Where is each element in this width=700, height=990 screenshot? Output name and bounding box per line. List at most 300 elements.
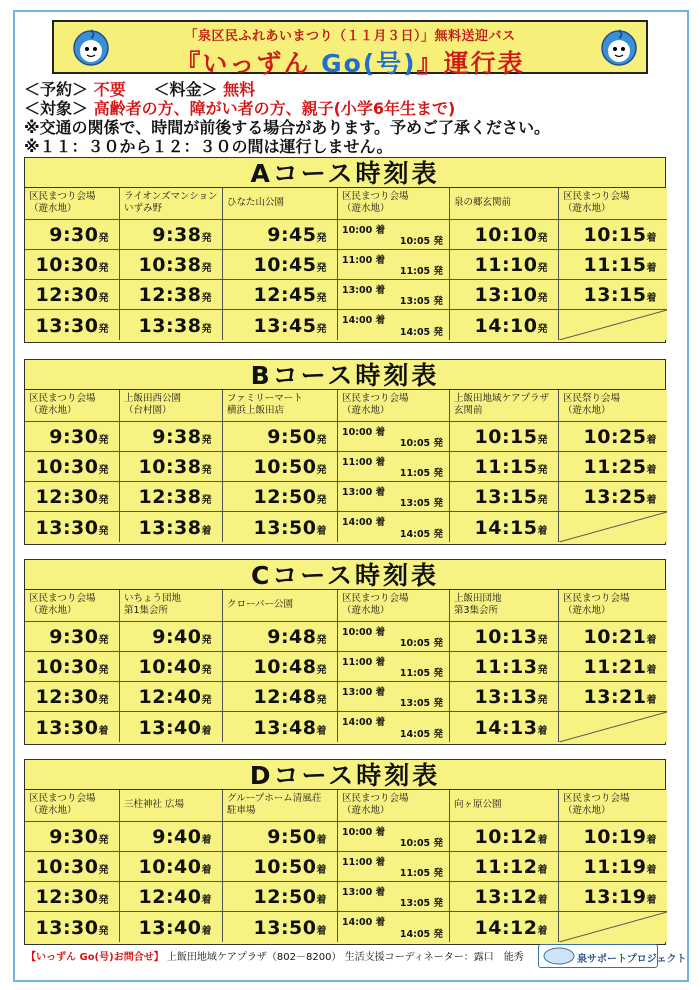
time-text: 11:25 (583, 456, 647, 478)
time-text: 13:30 (35, 517, 99, 539)
course-table (24, 359, 666, 545)
time-suffix: 発 (98, 495, 109, 506)
title-banner (52, 20, 648, 78)
depart-mark: 発 (433, 729, 443, 740)
target-value: 高齢者の方、障がい者の方、親子(小学6年生まで) (93, 99, 456, 118)
stop-sub: 横浜上飯田店 (227, 405, 285, 416)
time-value (267, 626, 327, 648)
transfer-cell (338, 220, 450, 250)
time-value (254, 486, 327, 508)
time-cell (223, 822, 338, 852)
time-value (36, 656, 109, 678)
arrive-time (342, 222, 385, 236)
arrive-time (342, 914, 385, 928)
stop-header (559, 590, 667, 622)
depart-value: 10:05 (399, 838, 431, 849)
time-text: 10:30 (35, 856, 99, 878)
stop-sub: （遊水地） (29, 605, 77, 616)
time-text: 13:12 (474, 886, 538, 908)
time-value (584, 656, 657, 678)
transfer-cell (338, 882, 450, 912)
arrive-mark: 着 (375, 225, 386, 236)
time-cell (450, 652, 559, 682)
time-text: 12:45 (253, 284, 317, 306)
time-cell (25, 712, 120, 742)
time-suffix: 発 (537, 695, 548, 706)
target-label: ＜対象＞ (24, 99, 89, 118)
time-cell (450, 822, 559, 852)
transfer-cell (338, 310, 450, 340)
time-text: 10:48 (253, 656, 317, 678)
time-text: 10:19 (583, 826, 647, 848)
time-suffix: 発 (316, 263, 327, 274)
time-cell (25, 682, 120, 712)
time-text: 9:38 (152, 426, 202, 448)
time-text: 13:50 (253, 917, 317, 939)
time-cell (25, 452, 120, 482)
arrive-time (342, 484, 385, 498)
time-text: 13:30 (35, 917, 99, 939)
time-cell (223, 250, 338, 280)
time-suffix: 着 (537, 835, 548, 846)
time-cell (450, 220, 559, 250)
stop-header (25, 590, 120, 622)
time-cell (120, 512, 223, 542)
time-text: 9:30 (49, 426, 99, 448)
time-cell (223, 652, 338, 682)
title-go: Go(号) (321, 49, 417, 78)
depart-time (400, 465, 443, 479)
transfer-cell (338, 250, 450, 280)
time-cell (559, 682, 667, 712)
arrive-mark: 着 (375, 887, 386, 898)
time-value (475, 856, 548, 878)
time-suffix: 発 (201, 324, 212, 335)
stop-header (450, 390, 559, 422)
time-text: 13:40 (138, 917, 202, 939)
time-text: 13:15 (474, 486, 538, 508)
depart-time (400, 435, 443, 449)
stop-name: 区民まつり会場 (342, 191, 409, 202)
time-suffix: 発 (537, 324, 548, 335)
arrive-mark: 着 (375, 627, 386, 638)
time-text: 13:10 (474, 284, 538, 306)
time-cell (120, 452, 223, 482)
stop-header (25, 790, 120, 822)
time-cell (223, 512, 338, 542)
arrive-value: 11:00 (342, 657, 373, 668)
time-cell (120, 422, 223, 452)
depart-mark: 発 (433, 438, 443, 449)
time-text: 13:25 (583, 486, 647, 508)
arrive-mark: 着 (375, 427, 386, 438)
time-value (36, 284, 109, 306)
arrive-mark: 着 (375, 315, 386, 326)
time-suffix: 着 (646, 233, 657, 244)
time-text: 10:10 (474, 224, 538, 246)
time-cell (120, 622, 223, 652)
time-suffix: 着 (646, 895, 657, 906)
course-title: Dコース時刻表 (25, 760, 665, 790)
time-cell (120, 310, 223, 340)
transfer-cell (338, 280, 450, 310)
stop-name: 区民まつり会場 (29, 191, 96, 202)
time-cell (559, 220, 667, 250)
time-text: 9:30 (49, 826, 99, 848)
time-cell (450, 250, 559, 280)
time-text: 10:30 (35, 254, 99, 276)
time-suffix: 着 (646, 465, 657, 476)
arrive-time (342, 624, 385, 638)
time-cell (450, 422, 559, 452)
stop-name: 泉の郷玄関前 (454, 197, 512, 208)
target-line (24, 99, 455, 118)
note-traffic: ※交通の関係で、時間が前後する場合があります。予めご了承ください。 (24, 118, 550, 137)
stop-header (25, 188, 120, 220)
time-cell (223, 712, 338, 742)
time-cell (450, 280, 559, 310)
time-text: 9:50 (267, 426, 317, 448)
arrive-value: 13:00 (342, 285, 373, 296)
stop-header (120, 188, 223, 220)
time-value (584, 254, 657, 276)
stop-header (559, 188, 667, 220)
reserve-label: ＜予約＞ (24, 80, 89, 99)
stop-name: 三柱神社 広場 (124, 799, 185, 810)
time-text: 13:15 (583, 284, 647, 306)
transfer-cell (338, 712, 450, 742)
arrive-time (342, 252, 385, 266)
reserve-value: 不要 (93, 80, 126, 99)
stop-name: 区民祭り会場 (563, 393, 621, 404)
time-suffix: 着 (537, 895, 548, 906)
time-suffix: 着 (316, 895, 327, 906)
time-cell (223, 882, 338, 912)
time-text: 10:30 (35, 456, 99, 478)
time-suffix: 発 (201, 435, 212, 446)
stop-header (559, 790, 667, 822)
time-value (254, 254, 327, 276)
time-value (584, 284, 657, 306)
time-suffix: 発 (98, 293, 109, 304)
time-text: 11:15 (583, 254, 647, 276)
arrive-time (342, 654, 385, 668)
time-value (36, 917, 109, 939)
stop-sub: 第1集会所 (124, 605, 169, 616)
time-value (139, 886, 212, 908)
empty-cell-slash (559, 512, 667, 542)
stop-name: 区民まつり会場 (29, 393, 96, 404)
depart-time (400, 895, 443, 909)
time-value (584, 886, 657, 908)
time-cell (223, 422, 338, 452)
time-cell (559, 280, 667, 310)
time-cell (120, 482, 223, 512)
logo-text: 泉サポートプロジェクト (577, 954, 687, 965)
time-cell (25, 310, 120, 340)
time-text: 12:30 (35, 486, 99, 508)
mascot-icon (598, 26, 640, 68)
time-suffix: 発 (201, 263, 212, 274)
time-text: 12:38 (138, 486, 202, 508)
time-cell (120, 220, 223, 250)
stop-name: クローバー公園 (227, 599, 294, 610)
arrive-time (342, 424, 385, 438)
time-value (139, 456, 212, 478)
time-cell (25, 852, 120, 882)
time-text: 13:48 (253, 717, 317, 739)
time-cell (120, 882, 223, 912)
time-text: 12:48 (253, 686, 317, 708)
time-text: 9:38 (152, 224, 202, 246)
footer-label: 【いっずん Go(号)お問合せ】 (26, 952, 164, 963)
time-suffix: 発 (98, 465, 109, 476)
transfer-cell (338, 512, 450, 542)
time-suffix: 発 (98, 635, 109, 646)
depart-time (400, 233, 443, 247)
time-suffix: 発 (316, 695, 327, 706)
stop-name: ファミリーマート (227, 393, 303, 404)
time-suffix: 着 (316, 835, 327, 846)
time-value (139, 284, 212, 306)
time-value (36, 686, 109, 708)
time-text: 14:10 (474, 315, 538, 337)
time-value (584, 426, 657, 448)
time-text: 12:40 (138, 686, 202, 708)
depart-value: 11:05 (399, 668, 431, 679)
transfer-cell (338, 852, 450, 882)
arrive-time (342, 312, 385, 326)
time-cell (223, 452, 338, 482)
time-value (475, 826, 548, 848)
transfer-cell (338, 822, 450, 852)
stop-sub: （遊水地） (342, 605, 390, 616)
time-value (267, 426, 327, 448)
stop-header (223, 188, 338, 220)
depart-mark: 発 (433, 668, 443, 679)
arrive-value: 10:00 (342, 427, 373, 438)
time-value (475, 656, 548, 678)
time-cell (559, 512, 667, 542)
time-text: 10:30 (35, 656, 99, 678)
course-table (24, 559, 666, 745)
time-cell (25, 422, 120, 452)
stop-name: 区民まつり会場 (342, 393, 409, 404)
time-text: 10:25 (583, 426, 647, 448)
stop-sub: （遊水地） (563, 805, 611, 816)
stop-name: 区民まつり会場 (29, 793, 96, 804)
time-value (139, 254, 212, 276)
depart-value: 10:05 (399, 438, 431, 449)
arrive-mark: 着 (375, 917, 386, 928)
time-suffix: 発 (316, 435, 327, 446)
course-table (24, 157, 666, 343)
time-suffix: 着 (537, 926, 548, 937)
stop-sub: 駐車場 (227, 805, 256, 816)
time-text: 12:50 (253, 486, 317, 508)
time-text: 9:50 (267, 826, 317, 848)
time-suffix: 着 (201, 895, 212, 906)
time-suffix: 発 (316, 324, 327, 335)
time-value (139, 656, 212, 678)
time-suffix: 発 (201, 495, 212, 506)
arrive-value: 10:00 (342, 827, 373, 838)
logo-icon (542, 946, 576, 966)
time-value (254, 656, 327, 678)
time-cell (450, 852, 559, 882)
project-logo (538, 944, 687, 968)
time-suffix: 発 (98, 263, 109, 274)
depart-mark: 発 (433, 327, 443, 338)
stop-name: 区民まつり会場 (563, 593, 630, 604)
depart-mark: 発 (433, 929, 443, 940)
time-suffix: 着 (646, 435, 657, 446)
time-cell (25, 482, 120, 512)
time-value (254, 456, 327, 478)
time-text: 10:50 (253, 856, 317, 878)
arrive-value: 14:00 (342, 717, 373, 728)
time-suffix: 着 (537, 526, 548, 537)
time-suffix: 発 (98, 895, 109, 906)
arrive-time (342, 282, 385, 296)
time-cell (559, 250, 667, 280)
arrive-value: 14:00 (342, 917, 373, 928)
time-cell (559, 712, 667, 742)
time-value (139, 717, 212, 739)
stop-sub: （遊水地） (29, 805, 77, 816)
time-value (475, 284, 548, 306)
time-suffix: 発 (537, 293, 548, 304)
title-right: 』運行表 (416, 49, 525, 78)
stop-name: いちょう団地 (124, 593, 182, 604)
time-suffix: 発 (316, 635, 327, 646)
time-cell (559, 912, 667, 942)
time-text: 10:21 (583, 626, 647, 648)
transfer-cell (338, 622, 450, 652)
time-text: 10:50 (253, 456, 317, 478)
transfer-cell (338, 452, 450, 482)
depart-value: 10:05 (399, 638, 431, 649)
time-cell (120, 912, 223, 942)
time-suffix: 着 (646, 263, 657, 274)
time-suffix: 発 (98, 526, 109, 537)
time-text: 12:30 (35, 886, 99, 908)
footer-contact-text: 上飯田地域ケアプラザ（802－8200） 生活支援コーディネーター：露口 能秀 (166, 952, 524, 963)
stop-header (338, 188, 450, 220)
stop-header (338, 590, 450, 622)
depart-value: 14:05 (399, 729, 431, 740)
stop-name: ひなた山公園 (227, 197, 285, 208)
time-value (49, 826, 109, 848)
arrive-mark: 着 (375, 285, 386, 296)
time-cell (25, 220, 120, 250)
depart-mark: 発 (433, 468, 443, 479)
time-suffix: 発 (537, 233, 548, 244)
time-cell (450, 622, 559, 652)
stop-header (120, 390, 223, 422)
stop-header (450, 790, 559, 822)
depart-value: 10:05 (399, 236, 431, 247)
arrive-value: 11:00 (342, 255, 373, 266)
course-table (24, 759, 666, 945)
arrive-value: 13:00 (342, 887, 373, 898)
time-text: 12:38 (138, 284, 202, 306)
time-value (139, 315, 212, 337)
time-suffix: 発 (98, 324, 109, 335)
time-cell (450, 512, 559, 542)
stop-sub: （遊水地） (29, 203, 77, 214)
time-cell (559, 310, 667, 340)
time-cell (223, 482, 338, 512)
time-value (254, 517, 327, 539)
time-text: 9:40 (152, 826, 202, 848)
time-cell (559, 422, 667, 452)
stop-header (450, 188, 559, 220)
banner-subtitle: 「泉区民ふれあいまつり（１１月３日）」無料送迎バス (184, 29, 516, 44)
time-value (254, 856, 327, 878)
arrive-value: 14:00 (342, 315, 373, 326)
time-cell (25, 622, 120, 652)
time-cell (223, 852, 338, 882)
time-cell (25, 280, 120, 310)
empty-cell-slash (559, 912, 667, 942)
transfer-cell (338, 682, 450, 712)
time-suffix: 発 (201, 695, 212, 706)
time-suffix: 着 (316, 726, 327, 737)
time-cell (120, 712, 223, 742)
time-suffix: 着 (646, 495, 657, 506)
depart-time (400, 695, 443, 709)
time-value (584, 456, 657, 478)
time-text: 10:45 (253, 254, 317, 276)
time-value (152, 426, 212, 448)
stop-sub: （台村園） (124, 405, 172, 416)
stop-sub: いずみ野 (124, 203, 163, 214)
stop-name: 区民まつり会場 (342, 593, 409, 604)
time-value (36, 254, 109, 276)
time-suffix: 発 (201, 293, 212, 304)
time-cell (120, 250, 223, 280)
time-text: 13:19 (583, 886, 647, 908)
time-text: 11:19 (583, 856, 647, 878)
arrive-mark: 着 (375, 255, 386, 266)
time-value (49, 426, 109, 448)
time-suffix: 発 (316, 495, 327, 506)
time-text: 10:40 (138, 856, 202, 878)
time-cell (25, 882, 120, 912)
time-cell (450, 882, 559, 912)
arrive-mark: 着 (375, 457, 386, 468)
time-suffix: 発 (98, 865, 109, 876)
time-cell (559, 452, 667, 482)
arrive-time (342, 854, 385, 868)
empty-cell-slash (559, 310, 667, 340)
time-suffix: 発 (98, 926, 109, 937)
arrive-mark: 着 (375, 827, 386, 838)
stop-sub: （遊水地） (29, 405, 77, 416)
course-title: Aコース時刻表 (25, 158, 665, 188)
time-value (49, 626, 109, 648)
stop-sub: （遊水地） (342, 805, 390, 816)
time-cell (223, 310, 338, 340)
time-value (475, 254, 548, 276)
time-value (254, 917, 327, 939)
time-cell (559, 852, 667, 882)
time-value (139, 486, 212, 508)
time-suffix: 発 (316, 465, 327, 476)
time-suffix: 着 (316, 865, 327, 876)
time-cell (559, 482, 667, 512)
